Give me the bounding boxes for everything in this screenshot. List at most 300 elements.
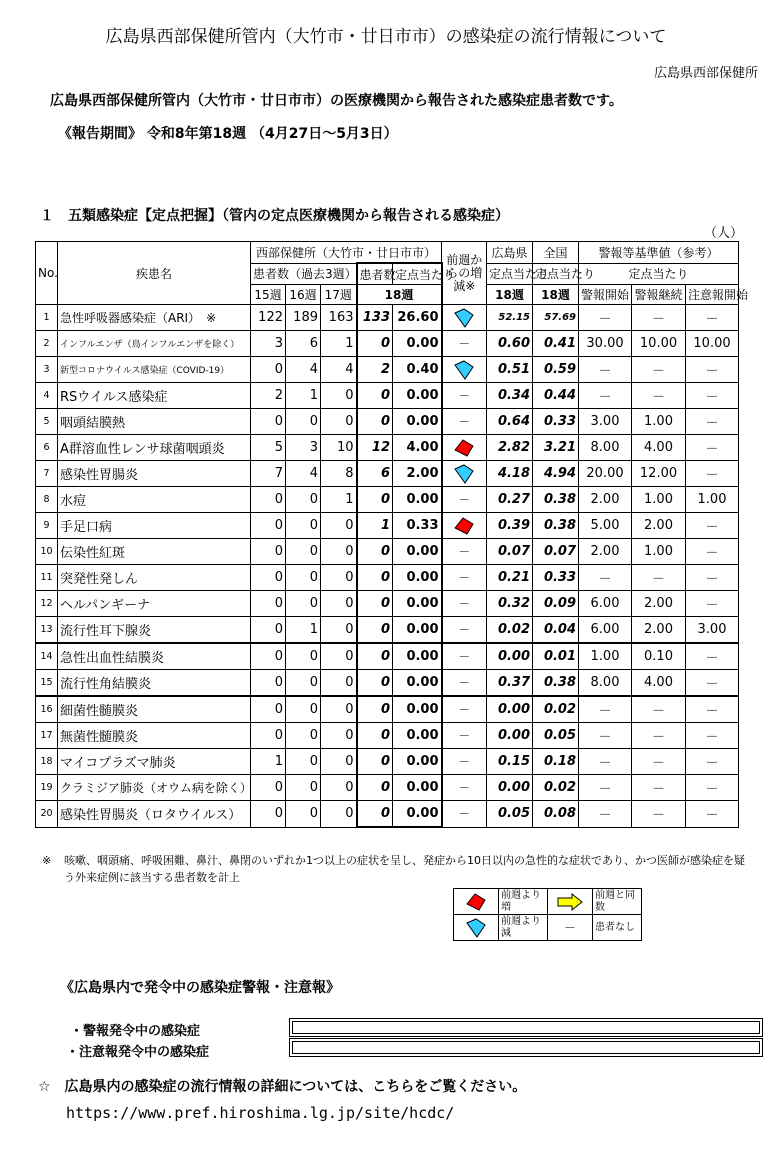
- row-disease: 急性呼吸器感染症（ARI） ※: [58, 305, 251, 331]
- row-pref-w18: 2.82: [487, 435, 533, 461]
- table-row: [36, 539, 739, 565]
- row-change: －: [442, 670, 487, 697]
- row-per-w18: 0.00: [393, 331, 442, 357]
- row-alarm-cont: －: [632, 305, 686, 331]
- row-no: 2: [36, 331, 58, 357]
- row-alarm-cont: 4.00: [632, 435, 686, 461]
- row-w17: 10: [321, 435, 357, 461]
- row-count-w18: 0: [357, 539, 393, 565]
- header-w17: 17週: [321, 285, 357, 305]
- row-count-w18: 0: [357, 331, 393, 357]
- table-row: [36, 487, 739, 513]
- legend-same-label: 前週と同数: [593, 889, 642, 915]
- row-note-start: －: [686, 565, 739, 591]
- table-row: [36, 723, 739, 749]
- row-no: 3: [36, 357, 58, 383]
- row-w17: 0: [321, 643, 357, 670]
- row-nat-w18: 0.33: [533, 565, 579, 591]
- disease-table: [35, 241, 749, 828]
- row-w16: 1: [286, 383, 321, 409]
- row-note-start: 10.00: [686, 331, 739, 357]
- row-no: 15: [36, 670, 58, 697]
- header-alarm-cont: 警報継続: [632, 285, 686, 305]
- row-change: －: [442, 749, 487, 775]
- row-count-w18: 2: [357, 357, 393, 383]
- header-disease: 疾患名: [58, 242, 251, 305]
- row-no: 8: [36, 487, 58, 513]
- alerts-title: 《広島県内で発令中の感染症警報・注意報》: [60, 980, 340, 996]
- row-w17: 8: [321, 461, 357, 487]
- row-alarm-start: 3.00: [579, 409, 632, 435]
- footnote-text: 咳嗽、咽頭痛、呼吸困難、鼻汁、鼻閉のいずれか1つ以上の症状を呈し、発症から10日以内の急性的な症状であり、かつ医師が感染症を疑う外来症例に該当する患者数を計上: [64, 854, 745, 884]
- header-nat-w18: 18週: [533, 285, 579, 305]
- row-per-w18: 26.60: [393, 305, 442, 331]
- row-disease: 水痘: [58, 487, 251, 513]
- row-disease: 感染性胃腸炎: [58, 461, 251, 487]
- row-w17: 0: [321, 749, 357, 775]
- header-nat-per: 定点当たり: [533, 263, 579, 285]
- header-pref: 広島県: [487, 242, 533, 264]
- row-note-start: －: [686, 643, 739, 670]
- row-alarm-start: 1.00: [579, 643, 632, 670]
- row-change: －: [442, 383, 487, 409]
- row-alarm-cont: 0.10: [632, 643, 686, 670]
- header-w18: 18週: [357, 285, 442, 305]
- row-alarm-cont: 1.00: [632, 539, 686, 565]
- legend-down-icon: [454, 915, 499, 941]
- row-count-w18: 0: [357, 487, 393, 513]
- row-note-start: －: [686, 305, 739, 331]
- row-disease: ヘルパンギーナ: [58, 591, 251, 617]
- row-w16: 0: [286, 696, 321, 723]
- alarm-label: ・警報発令中の感染症: [70, 1024, 201, 1039]
- section-title: １ 五類感染症【定点把握】（管内の定点医療機関から報告される感染症）: [40, 208, 509, 224]
- row-note-start: －: [686, 435, 739, 461]
- row-no: 11: [36, 565, 58, 591]
- row-disease: マイコプラズマ肺炎: [58, 749, 251, 775]
- table-row: [36, 801, 739, 828]
- row-disease: クラミジア肺炎（オウム病を除く）: [58, 775, 251, 801]
- row-pref-w18: 0.60: [487, 331, 533, 357]
- table-row: [36, 591, 739, 617]
- row-change: －: [442, 643, 487, 670]
- row-alarm-cont: －: [632, 696, 686, 723]
- row-note-start: －: [686, 696, 739, 723]
- row-w16: 0: [286, 591, 321, 617]
- increase-arrow-icon: [442, 513, 487, 539]
- row-w17: 0: [321, 539, 357, 565]
- row-pref-w18: 0.27: [487, 487, 533, 513]
- row-nat-w18: 0.59: [533, 357, 579, 383]
- header-alarm: 警報等基準値（参考）: [579, 242, 739, 264]
- row-w16: 4: [286, 357, 321, 383]
- row-disease: RSウイルス感染症: [58, 383, 251, 409]
- footnote: [42, 852, 752, 886]
- row-per-w18: 0.00: [393, 487, 442, 513]
- row-w16: 0: [286, 801, 321, 828]
- row-per-w18: 0.00: [393, 696, 442, 723]
- row-nat-w18: 0.38: [533, 513, 579, 539]
- legend: [453, 888, 642, 941]
- row-no: 6: [36, 435, 58, 461]
- header-w16: 16週: [286, 285, 321, 305]
- table-row: [36, 331, 739, 357]
- warning-label: ・注意報発令中の感染症: [66, 1045, 210, 1060]
- row-w16: 0: [286, 409, 321, 435]
- row-alarm-cont: 2.00: [632, 617, 686, 644]
- row-disease: 感染性胃腸炎（ロタウイルス）: [58, 801, 251, 828]
- row-w16: 0: [286, 539, 321, 565]
- row-disease: 細菌性髄膜炎: [58, 696, 251, 723]
- report-period: 《報告期間》 令和8年第18週 （4月27日～5月3日）: [58, 126, 398, 142]
- row-alarm-start: －: [579, 775, 632, 801]
- row-alarm-start: －: [579, 565, 632, 591]
- row-note-start: －: [686, 591, 739, 617]
- row-w17: 163: [321, 305, 357, 331]
- row-alarm-cont: 2.00: [632, 591, 686, 617]
- legend-down-label: 前週より減: [499, 915, 548, 941]
- row-alarm-start: 2.00: [579, 539, 632, 565]
- row-count-w18: 12: [357, 435, 393, 461]
- header-count: 患者数: [357, 263, 393, 285]
- row-count-w18: 1: [357, 513, 393, 539]
- row-w16: 0: [286, 565, 321, 591]
- row-pref-w18: 0.15: [487, 749, 533, 775]
- table-row: [36, 383, 739, 409]
- row-per-w18: 0.00: [393, 749, 442, 775]
- row-no: 9: [36, 513, 58, 539]
- row-alarm-start: 2.00: [579, 487, 632, 513]
- row-w15: 1: [251, 749, 286, 775]
- row-pref-w18: 0.02: [487, 617, 533, 644]
- row-alarm-start: －: [579, 801, 632, 828]
- row-count-w18: 0: [357, 696, 393, 723]
- row-w15: 0: [251, 513, 286, 539]
- legend-none-label: 患者なし: [593, 915, 642, 941]
- row-change: －: [442, 409, 487, 435]
- row-note-start: 3.00: [686, 617, 739, 644]
- row-w15: 7: [251, 461, 286, 487]
- row-w17: 4: [321, 357, 357, 383]
- row-note-start: －: [686, 513, 739, 539]
- row-note-start: －: [686, 749, 739, 775]
- row-disease: 流行性耳下腺炎: [58, 617, 251, 644]
- row-w15: 0: [251, 670, 286, 697]
- row-change: －: [442, 801, 487, 828]
- row-nat-w18: 0.01: [533, 643, 579, 670]
- row-no: 12: [36, 591, 58, 617]
- row-disease: 手足口病: [58, 513, 251, 539]
- row-nat-w18: 0.44: [533, 383, 579, 409]
- row-per-w18: 0.00: [393, 565, 442, 591]
- row-change: －: [442, 775, 487, 801]
- header-past: 患者数（過去3週）: [251, 263, 357, 285]
- row-w15: 0: [251, 591, 286, 617]
- row-alarm-start: 6.00: [579, 617, 632, 644]
- alarm-box: [289, 1018, 763, 1037]
- row-pref-w18: 0.64: [487, 409, 533, 435]
- row-w15: 0: [251, 643, 286, 670]
- row-pref-w18: 0.07: [487, 539, 533, 565]
- row-disease: 新型コロナウイルス感染症（COVID-19）: [58, 357, 251, 383]
- row-w17: 0: [321, 775, 357, 801]
- row-no: 19: [36, 775, 58, 801]
- row-note-start: －: [686, 801, 739, 828]
- header-change: 前週からの増減※: [442, 242, 487, 305]
- row-nat-w18: 3.21: [533, 435, 579, 461]
- row-alarm-cont: 2.00: [632, 513, 686, 539]
- row-no: 14: [36, 643, 58, 670]
- row-nat-w18: 0.41: [533, 331, 579, 357]
- row-w15: 0: [251, 539, 286, 565]
- table-row: [36, 617, 739, 644]
- row-per-w18: 0.00: [393, 409, 442, 435]
- legend-up-icon: [454, 889, 499, 915]
- header-nat: 全国: [533, 242, 579, 264]
- row-w17: 0: [321, 801, 357, 828]
- row-count-w18: 133: [357, 305, 393, 331]
- row-note-start: －: [686, 670, 739, 697]
- row-change: －: [442, 617, 487, 644]
- row-w15: 0: [251, 487, 286, 513]
- table-row: [36, 461, 739, 487]
- row-count-w18: 0: [357, 409, 393, 435]
- intro-text: 広島県西部保健所管内（大竹市・廿日市市）の医療機関から報告された感染症患者数です。: [50, 93, 623, 109]
- row-alarm-start: 30.00: [579, 331, 632, 357]
- table-row: [36, 435, 739, 461]
- row-count-w18: 0: [357, 643, 393, 670]
- row-nat-w18: 0.33: [533, 409, 579, 435]
- row-note-start: －: [686, 357, 739, 383]
- row-alarm-start: －: [579, 723, 632, 749]
- table-row: [36, 357, 739, 383]
- row-nat-w18: 0.38: [533, 487, 579, 513]
- row-w15: 0: [251, 775, 286, 801]
- row-no: 10: [36, 539, 58, 565]
- header-west: 西部保健所（大竹市・廿日市市）: [251, 242, 442, 264]
- row-per-w18: 0.00: [393, 670, 442, 697]
- legend-same-icon: [548, 889, 593, 915]
- row-per-w18: 2.00: [393, 461, 442, 487]
- row-pref-w18: 52.15: [487, 305, 533, 331]
- row-no: 5: [36, 409, 58, 435]
- row-w16: 0: [286, 643, 321, 670]
- row-count-w18: 0: [357, 383, 393, 409]
- row-pref-w18: 0.21: [487, 565, 533, 591]
- footnote-mark: ※: [42, 854, 52, 867]
- row-w17: 0: [321, 513, 357, 539]
- row-per-w18: 0.00: [393, 643, 442, 670]
- row-note-start: －: [686, 539, 739, 565]
- row-count-w18: 0: [357, 749, 393, 775]
- row-disease: 無菌性髄膜炎: [58, 723, 251, 749]
- row-w17: 0: [321, 409, 357, 435]
- row-w17: 0: [321, 670, 357, 697]
- row-alarm-cont: －: [632, 723, 686, 749]
- detail-link[interactable]: https://www.pref.hiroshima.lg.jp/site/hcdc/: [66, 1104, 455, 1122]
- row-w16: 0: [286, 670, 321, 697]
- table-row: [36, 305, 739, 331]
- row-per-w18: 0.00: [393, 775, 442, 801]
- table-row: [36, 409, 739, 435]
- row-no: 13: [36, 617, 58, 644]
- header-per: 定点当たり: [393, 263, 442, 285]
- page-title: 広島県西部保健所管内（大竹市・廿日市市）の感染症の流行情報について: [105, 27, 667, 47]
- table-row: [36, 670, 739, 697]
- row-alarm-start: 6.00: [579, 591, 632, 617]
- row-pref-w18: 0.37: [487, 670, 533, 697]
- row-w16: 189: [286, 305, 321, 331]
- row-count-w18: 0: [357, 617, 393, 644]
- row-change: －: [442, 487, 487, 513]
- row-disease: 咽頭結膜熱: [58, 409, 251, 435]
- row-nat-w18: 57.69: [533, 305, 579, 331]
- row-nat-w18: 0.02: [533, 696, 579, 723]
- row-no: 16: [36, 696, 58, 723]
- header-pref-w18: 18週: [487, 285, 533, 305]
- row-alarm-start: －: [579, 696, 632, 723]
- header-alarm-per: 定点当たり: [579, 263, 739, 285]
- row-w16: 0: [286, 749, 321, 775]
- row-nat-w18: 0.09: [533, 591, 579, 617]
- row-alarm-cont: －: [632, 565, 686, 591]
- decrease-arrow-icon: [442, 461, 487, 487]
- row-alarm-start: 20.00: [579, 461, 632, 487]
- row-w16: 0: [286, 513, 321, 539]
- row-pref-w18: 0.00: [487, 723, 533, 749]
- row-nat-w18: 0.07: [533, 539, 579, 565]
- increase-arrow-icon: [442, 435, 487, 461]
- header-w15: 15週: [251, 285, 286, 305]
- row-disease: 突発性発しん: [58, 565, 251, 591]
- row-note-start: －: [686, 461, 739, 487]
- row-w17: 0: [321, 617, 357, 644]
- row-alarm-cont: －: [632, 749, 686, 775]
- row-disease: 流行性角結膜炎: [58, 670, 251, 697]
- row-w15: 3: [251, 331, 286, 357]
- row-pref-w18: 0.00: [487, 643, 533, 670]
- row-disease: A群溶血性レンサ球菌咽頭炎: [58, 435, 251, 461]
- row-w15: 0: [251, 409, 286, 435]
- row-w17: 0: [321, 591, 357, 617]
- row-pref-w18: 0.34: [487, 383, 533, 409]
- row-per-w18: 0.00: [393, 617, 442, 644]
- row-alarm-cont: 12.00: [632, 461, 686, 487]
- row-pref-w18: 0.51: [487, 357, 533, 383]
- table-row: [36, 513, 739, 539]
- row-per-w18: 0.00: [393, 383, 442, 409]
- header-alarm-start: 警報開始: [579, 285, 632, 305]
- row-count-w18: 0: [357, 801, 393, 828]
- row-w16: 1: [286, 617, 321, 644]
- row-w16: 6: [286, 331, 321, 357]
- row-change: －: [442, 696, 487, 723]
- row-nat-w18: 0.04: [533, 617, 579, 644]
- row-w15: 0: [251, 565, 286, 591]
- row-per-w18: 0.00: [393, 723, 442, 749]
- table-row: [36, 749, 739, 775]
- legend-up-label: 前週より増: [499, 889, 548, 915]
- row-alarm-cont: 1.00: [632, 487, 686, 513]
- row-note-start: －: [686, 383, 739, 409]
- row-count-w18: 0: [357, 775, 393, 801]
- row-w16: 0: [286, 487, 321, 513]
- row-w17: 0: [321, 383, 357, 409]
- row-alarm-start: 8.00: [579, 670, 632, 697]
- row-nat-w18: 0.38: [533, 670, 579, 697]
- row-w16: 3: [286, 435, 321, 461]
- row-per-w18: 0.00: [393, 801, 442, 828]
- row-w16: 0: [286, 723, 321, 749]
- row-alarm-start: －: [579, 305, 632, 331]
- row-nat-w18: 0.18: [533, 749, 579, 775]
- row-w17: 0: [321, 723, 357, 749]
- table-row: [36, 643, 739, 670]
- row-w15: 0: [251, 801, 286, 828]
- row-note-start: －: [686, 409, 739, 435]
- row-nat-w18: 4.94: [533, 461, 579, 487]
- row-no: 18: [36, 749, 58, 775]
- row-no: 4: [36, 383, 58, 409]
- row-per-w18: 0.40: [393, 357, 442, 383]
- table-row: [36, 775, 739, 801]
- legend-none-mark: －: [548, 915, 593, 941]
- row-disease: インフルエンザ（鳥インフルエンザを除く）: [58, 331, 251, 357]
- row-no: 20: [36, 801, 58, 828]
- row-per-w18: 4.00: [393, 435, 442, 461]
- header-no: No.: [36, 242, 58, 305]
- row-alarm-cont: －: [632, 357, 686, 383]
- row-w16: 0: [286, 775, 321, 801]
- row-pref-w18: 4.18: [487, 461, 533, 487]
- row-per-w18: 0.00: [393, 539, 442, 565]
- row-no: 7: [36, 461, 58, 487]
- detail-text: ☆ 広島県内の感染症の流行情報の詳細については、こちらをご覧ください。: [38, 1079, 527, 1095]
- row-w15: 0: [251, 696, 286, 723]
- row-per-w18: 0.33: [393, 513, 442, 539]
- row-alarm-cont: 10.00: [632, 331, 686, 357]
- row-disease: 伝染性紅斑: [58, 539, 251, 565]
- row-no: 1: [36, 305, 58, 331]
- row-change: －: [442, 591, 487, 617]
- row-alarm-start: －: [579, 749, 632, 775]
- row-w17: 1: [321, 487, 357, 513]
- row-pref-w18: 0.05: [487, 801, 533, 828]
- row-pref-w18: 0.00: [487, 696, 533, 723]
- row-count-w18: 6: [357, 461, 393, 487]
- row-nat-w18: 0.08: [533, 801, 579, 828]
- header-pref-per: 定点当たり: [487, 263, 533, 285]
- table-row: [36, 565, 739, 591]
- row-change: －: [442, 565, 487, 591]
- decrease-arrow-icon: [442, 305, 487, 331]
- header-note-start: 注意報開始: [686, 285, 739, 305]
- row-w15: 122: [251, 305, 286, 331]
- organization-name: 広島県西部保健所: [653, 66, 758, 81]
- row-alarm-start: －: [579, 357, 632, 383]
- row-note-start: －: [686, 723, 739, 749]
- row-w15: 0: [251, 357, 286, 383]
- row-alarm-cont: －: [632, 775, 686, 801]
- decrease-arrow-icon: [442, 357, 487, 383]
- row-w15: 0: [251, 617, 286, 644]
- row-w16: 4: [286, 461, 321, 487]
- row-change: －: [442, 723, 487, 749]
- row-per-w18: 0.00: [393, 591, 442, 617]
- unit-label: （人）: [704, 226, 744, 241]
- row-no: 17: [36, 723, 58, 749]
- row-note-start: －: [686, 775, 739, 801]
